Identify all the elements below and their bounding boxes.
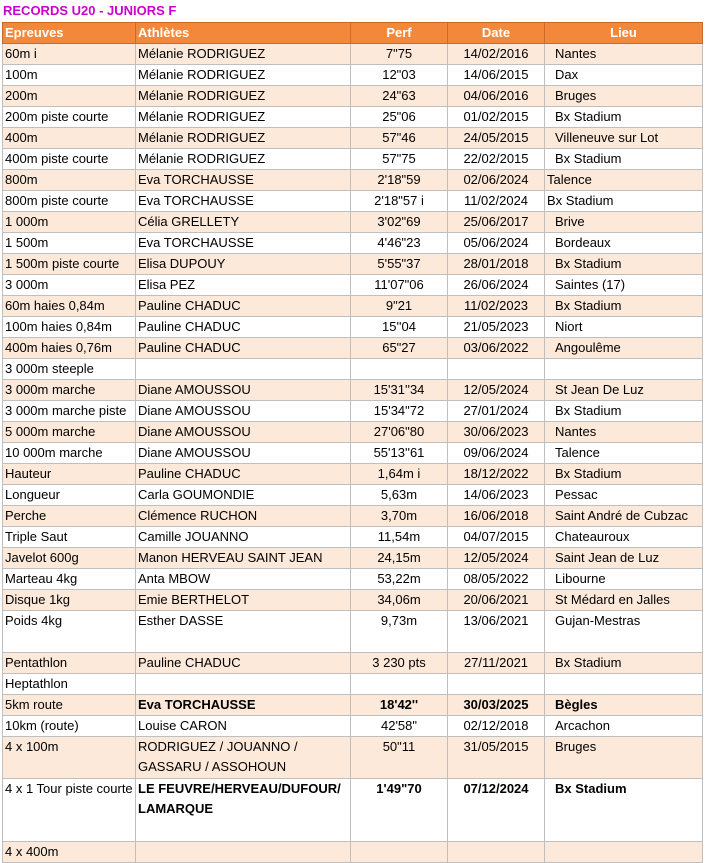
cell-perf: 3'02"69 [351,212,448,233]
cell-epreuve: 1 500m [3,233,136,254]
cell-athlete: RODRIGUEZ / JOUANNO / GASSARU / ASSOHOUN [136,737,351,779]
cell-perf: 3 230 pts [351,653,448,674]
table-row [3,296,703,317]
cell-epreuve: 400m [3,128,136,149]
cell-perf: 55'13''61 [351,443,448,464]
table-row [3,485,703,506]
table-row [3,86,703,107]
cell-epreuve: 10 000m marche [3,443,136,464]
cell-epreuve: Longueur [3,485,136,506]
cell-epreuve: 100m haies 0,84m [3,317,136,338]
cell-athlete: Diane AMOUSSOU [136,401,351,422]
cell-epreuve: 800m piste courte [3,191,136,212]
cell-date: 18/12/2022 [448,464,545,485]
cell-epreuve: 200m [3,86,136,107]
header-perf: Perf [351,23,448,44]
cell-athlete [136,359,351,380]
cell-epreuve: 60m i [3,44,136,65]
cell-athlete: Camille JOUANNO [136,527,351,548]
cell-athlete: Mélanie RODRIGUEZ [136,44,351,65]
cell-epreuve: 200m piste courte [3,107,136,128]
cell-date: 14/06/2015 [448,65,545,86]
cell-perf: 65"27 [351,338,448,359]
cell-date: 02/06/2024 [448,170,545,191]
cell-epreuve: 3 000m [3,275,136,296]
cell-lieu [545,359,703,380]
cell-epreuve: 5km route [3,695,136,716]
cell-athlete: Eva TORCHAUSSE [136,695,351,716]
cell-date: 01/02/2015 [448,107,545,128]
cell-date: 27/01/2024 [448,401,545,422]
cell-perf: 4'46"23 [351,233,448,254]
cell-epreuve: 3 000m marche [3,380,136,401]
cell-perf: 5'55"37 [351,254,448,275]
table-row [3,107,703,128]
table-row [3,149,703,170]
cell-lieu: St Médard en Jalles [545,590,703,611]
table-row [3,401,703,422]
table-row [3,233,703,254]
table-row [3,548,703,569]
cell-perf: 57"75 [351,149,448,170]
cell-lieu: Angoulême [545,338,703,359]
cell-date: 11/02/2024 [448,191,545,212]
cell-athlete: Pauline CHADUC [136,317,351,338]
table-row [3,170,703,191]
cell-perf: 5,63m [351,485,448,506]
cell-perf: 57"46 [351,128,448,149]
cell-perf: 34,06m [351,590,448,611]
cell-epreuve: Javelot 600g [3,548,136,569]
table-row [3,779,703,842]
cell-epreuve: 3 000m steeple [3,359,136,380]
table-row [3,716,703,737]
cell-date: 21/05/2023 [448,317,545,338]
cell-perf: 15'34"72 [351,401,448,422]
cell-athlete: Célia GRELLETY [136,212,351,233]
cell-lieu: Niort [545,317,703,338]
cell-lieu: Bègles [545,695,703,716]
cell-date: 31/05/2015 [448,737,545,779]
cell-athlete: Mélanie RODRIGUEZ [136,86,351,107]
cell-epreuve: 400m piste courte [3,149,136,170]
cell-lieu: St Jean De Luz [545,380,703,401]
table-row [3,380,703,401]
cell-epreuve: 5 000m marche [3,422,136,443]
cell-athlete: Louise CARON [136,716,351,737]
cell-date: 11/02/2023 [448,296,545,317]
cell-epreuve: 3 000m marche piste [3,401,136,422]
cell-perf: 27'06"80 [351,422,448,443]
cell-lieu [545,674,703,695]
table-row [3,506,703,527]
table-row [3,695,703,716]
table-row [3,191,703,212]
cell-perf: 11'07"06 [351,275,448,296]
table-row [3,569,703,590]
cell-epreuve: 4 x 400m [3,842,136,863]
cell-lieu: Chateauroux [545,527,703,548]
cell-perf: 53,22m [351,569,448,590]
cell-lieu: Villeneuve sur Lot [545,128,703,149]
header-epreuves: Epreuves [3,23,136,44]
cell-epreuve: Hauteur [3,464,136,485]
cell-date: 22/02/2015 [448,149,545,170]
cell-date: 08/05/2022 [448,569,545,590]
table-row [3,527,703,548]
cell-date [448,842,545,863]
cell-date: 04/06/2016 [448,86,545,107]
cell-epreuve: Disque 1kg [3,590,136,611]
header-date: Date [448,23,545,44]
cell-epreuve: Marteau 4kg [3,569,136,590]
header-lieu: Lieu [545,23,703,44]
page-title: RECORDS U20 - JUNIORS F [3,3,177,18]
cell-perf: 24"63 [351,86,448,107]
cell-epreuve: Heptathlon [3,674,136,695]
cell-epreuve: 100m [3,65,136,86]
cell-date: 13/06/2021 [448,611,545,653]
table-row [3,590,703,611]
cell-athlete: Eva TORCHAUSSE [136,233,351,254]
cell-date: 30/03/2025 [448,695,545,716]
cell-lieu: Saintes (17) [545,275,703,296]
cell-date: 14/02/2016 [448,44,545,65]
table-row [3,338,703,359]
table-row [3,464,703,485]
cell-date: 20/06/2021 [448,590,545,611]
cell-lieu: Gujan-Mestras [545,611,703,653]
cell-perf: 25"06 [351,107,448,128]
cell-epreuve: 60m haies 0,84m [3,296,136,317]
cell-date: 27/11/2021 [448,653,545,674]
cell-epreuve: 400m haies 0,76m [3,338,136,359]
cell-lieu: Bx Stadium [545,254,703,275]
cell-athlete: Diane AMOUSSOU [136,443,351,464]
cell-date: 05/06/2024 [448,233,545,254]
cell-lieu: Bx Stadium [545,464,703,485]
cell-athlete: Emie BERTHELOT [136,590,351,611]
cell-lieu: Talence [545,170,703,191]
table-row [3,317,703,338]
cell-date: 28/01/2018 [448,254,545,275]
cell-lieu: Brive [545,212,703,233]
cell-athlete: Manon HERVEAU SAINT JEAN [136,548,351,569]
table-row [3,254,703,275]
table-row [3,422,703,443]
cell-athlete: Mélanie RODRIGUEZ [136,65,351,86]
cell-athlete: Carla GOUMONDIE [136,485,351,506]
cell-athlete: Pauline CHADUC [136,464,351,485]
cell-epreuve: 1 000m [3,212,136,233]
header-athletes: Athlètes [136,23,351,44]
cell-lieu [545,842,703,863]
cell-lieu: Bx Stadium [545,107,703,128]
header-row [3,23,703,44]
cell-epreuve: 4 x 1 Tour piste courte [3,779,136,842]
cell-perf: 1'49"70 [351,779,448,842]
table-row [3,275,703,296]
cell-lieu: Nantes [545,422,703,443]
cell-date: 16/06/2018 [448,506,545,527]
cell-athlete: Pauline CHADUC [136,338,351,359]
table-row [3,737,703,779]
cell-date: 07/12/2024 [448,779,545,842]
cell-athlete: Mélanie RODRIGUEZ [136,107,351,128]
cell-date: 25/06/2017 [448,212,545,233]
cell-perf [351,842,448,863]
cell-date [448,359,545,380]
cell-date: 02/12/2018 [448,716,545,737]
cell-lieu: Bx Stadium [545,653,703,674]
cell-lieu: Pessac [545,485,703,506]
table-row [3,359,703,380]
cell-perf [351,674,448,695]
cell-perf: 2'18"59 [351,170,448,191]
cell-perf: 24,15m [351,548,448,569]
cell-date: 12/05/2024 [448,548,545,569]
cell-date: 26/06/2024 [448,275,545,296]
records-table [2,22,703,863]
table-row [3,65,703,86]
cell-perf: 15'31''34 [351,380,448,401]
table-row [3,212,703,233]
cell-date: 03/06/2022 [448,338,545,359]
cell-perf: 15''04 [351,317,448,338]
cell-perf: 9"21 [351,296,448,317]
cell-athlete: Clémence RUCHON [136,506,351,527]
cell-perf: 50"11 [351,737,448,779]
cell-epreuve: Perche [3,506,136,527]
cell-athlete: Anta MBOW [136,569,351,590]
cell-athlete: Mélanie RODRIGUEZ [136,149,351,170]
cell-lieu: Bx Stadium [545,779,703,842]
cell-athlete [136,842,351,863]
cell-lieu: Arcachon [545,716,703,737]
cell-lieu: Bx Stadium [545,401,703,422]
cell-date: 30/06/2023 [448,422,545,443]
cell-athlete: Eva TORCHAUSSE [136,170,351,191]
cell-perf: 3,70m [351,506,448,527]
cell-athlete: Pauline CHADUC [136,296,351,317]
cell-date: 04/07/2015 [448,527,545,548]
cell-date: 12/05/2024 [448,380,545,401]
cell-date: 14/06/2023 [448,485,545,506]
cell-athlete: Elisa PEZ [136,275,351,296]
cell-lieu: Bx Stadium [545,296,703,317]
cell-lieu: Bruges [545,737,703,779]
cell-perf: 42'58" [351,716,448,737]
cell-epreuve: Triple Saut [3,527,136,548]
cell-perf: 9,73m [351,611,448,653]
cell-epreuve: Poids 4kg [3,611,136,653]
cell-athlete: Pauline CHADUC [136,653,351,674]
cell-athlete [136,674,351,695]
table-row [3,842,703,863]
cell-lieu: Bruges [545,86,703,107]
cell-lieu: Bx Stadium [545,191,703,212]
cell-epreuve: 10km (route) [3,716,136,737]
table-row [3,443,703,464]
cell-athlete: Mélanie RODRIGUEZ [136,128,351,149]
cell-perf: 7"75 [351,44,448,65]
table-row [3,653,703,674]
cell-athlete: Esther DASSE [136,611,351,653]
cell-perf: 11,54m [351,527,448,548]
cell-epreuve: 4 x 100m [3,737,136,779]
cell-perf: 12"03 [351,65,448,86]
cell-lieu: Dax [545,65,703,86]
table-row [3,128,703,149]
cell-lieu: Talence [545,443,703,464]
cell-lieu: Libourne [545,569,703,590]
table-row [3,674,703,695]
cell-lieu: Bordeaux [545,233,703,254]
table-row [3,611,703,653]
cell-athlete: LE FEUVRE/HERVEAU/DUFOUR/ LAMARQUE [136,779,351,842]
cell-athlete: Diane AMOUSSOU [136,422,351,443]
cell-lieu: Bx Stadium [545,149,703,170]
cell-date: 09/06/2024 [448,443,545,464]
cell-athlete: Elisa DUPOUY [136,254,351,275]
cell-perf: 18'42'' [351,695,448,716]
cell-athlete: Diane AMOUSSOU [136,380,351,401]
cell-perf: 1,64m i [351,464,448,485]
cell-perf [351,359,448,380]
cell-epreuve: 800m [3,170,136,191]
cell-epreuve: 1 500m piste courte [3,254,136,275]
cell-lieu: Saint André de Cubzac [545,506,703,527]
cell-epreuve: Pentathlon [3,653,136,674]
cell-lieu: Nantes [545,44,703,65]
cell-date [448,674,545,695]
cell-lieu: Saint Jean de Luz [545,548,703,569]
cell-athlete: Eva TORCHAUSSE [136,191,351,212]
table-row [3,44,703,65]
cell-perf: 2'18"57 i [351,191,448,212]
cell-date: 24/05/2015 [448,128,545,149]
